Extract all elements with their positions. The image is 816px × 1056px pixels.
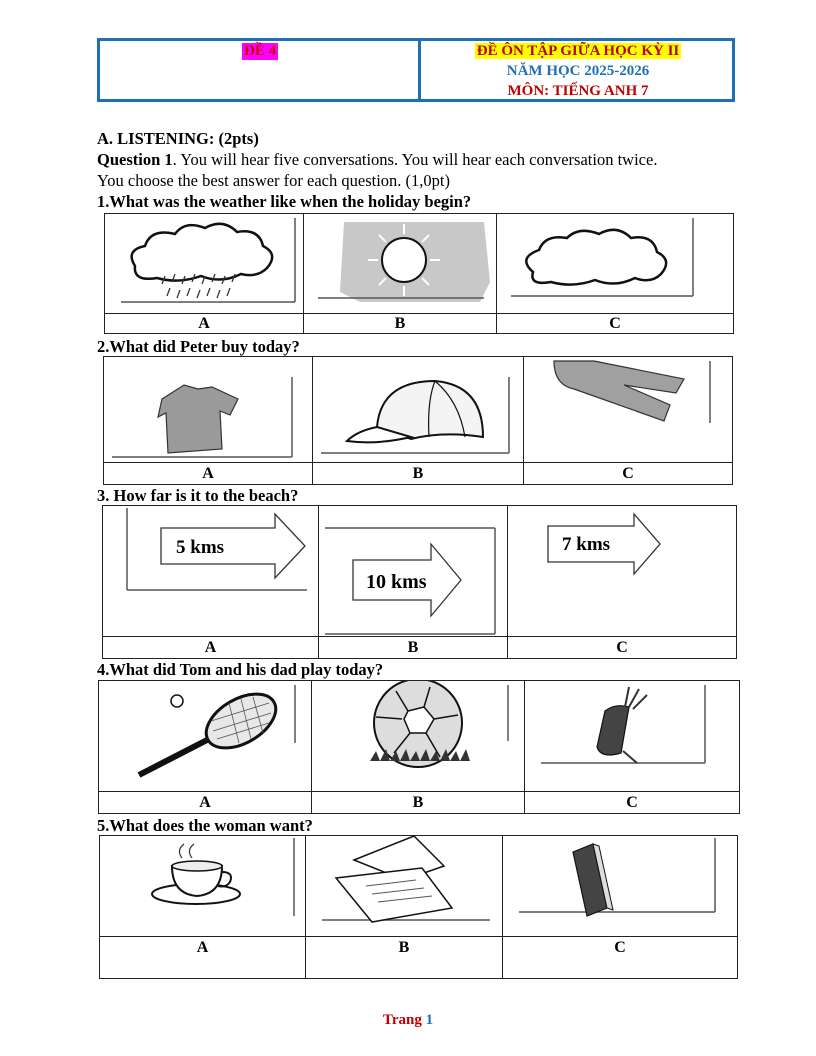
question1-label: Question 1 [97, 150, 173, 169]
school-year: NĂM HỌC 2025-2026 [506, 63, 650, 79]
option-c-label: C [524, 463, 733, 485]
option-a-label: A [104, 463, 313, 485]
sign-7kms-text: 7 kms [562, 534, 611, 555]
option-b-label: B [319, 637, 508, 659]
coffee-cup-icon [100, 836, 305, 936]
page-footer [0, 1012, 816, 1029]
cap-icon [313, 357, 523, 462]
trousers-icon [524, 357, 732, 462]
option-a-picture[interactable] [103, 506, 319, 637]
option-b-picture[interactable] [304, 214, 497, 314]
option-c-picture[interactable] [497, 214, 734, 314]
sign-5kms-text: 5 kms [176, 537, 225, 558]
option-b-picture[interactable] [312, 681, 525, 792]
question1-text-line2: You choose the best answer for each question. (1,0pt) [97, 171, 450, 190]
football-icon [312, 681, 524, 791]
option-c-picture[interactable] [524, 357, 733, 463]
option-c-label: C [497, 314, 734, 334]
question-4-text: 4.What did Tom and his dad play today? [97, 660, 384, 679]
footer-page-word: Trang [382, 1012, 422, 1028]
option-a-label: A [103, 637, 319, 659]
option-b-label: B [312, 792, 525, 814]
option-b-label: B [313, 463, 524, 485]
header-title-block [421, 41, 735, 101]
question1-instructions [97, 149, 747, 170]
option-a-picture[interactable] [105, 214, 304, 314]
question-5-text: 5.What does the woman want? [97, 816, 313, 835]
book-icon [503, 836, 737, 936]
option-a-picture[interactable] [99, 681, 312, 792]
rain-cloud-icon [105, 214, 303, 313]
option-b-label: B [304, 314, 497, 334]
question-3-text: 3. How far is it to the beach? [97, 486, 299, 505]
subject: MÔN: TIẾNG ANH 7 [507, 83, 649, 99]
option-a-picture[interactable] [104, 357, 313, 463]
option-a-label: A [99, 792, 312, 814]
option-a-label: A [105, 314, 304, 334]
question1-text-line1: . You will hear five conversations. You will hear each conversation twice. [172, 150, 658, 169]
option-a-label: A [100, 937, 306, 979]
option-a-picture[interactable] [100, 836, 306, 937]
option-b-picture[interactable] [313, 357, 524, 463]
question-2-text: 2.What did Peter buy today? [97, 337, 300, 356]
sign-5kms [103, 506, 318, 636]
sign-10kms-text: 10 kms [366, 571, 427, 593]
section-title: A. LISTENING: (2pts) [97, 129, 259, 148]
question-1-text: 1.What was the weather like when the holiday begin? [97, 192, 472, 211]
option-c-picture[interactable] [503, 836, 738, 937]
footer-page-number: 1 [425, 1012, 434, 1028]
option-b-picture[interactable] [319, 506, 508, 637]
option-c-label: C [525, 792, 740, 814]
option-c-picture[interactable] [525, 681, 740, 792]
header-box [97, 38, 735, 102]
sign-10kms [319, 506, 507, 636]
cloud-icon [497, 214, 733, 313]
question-4-table [98, 680, 740, 814]
option-b-picture[interactable] [306, 836, 503, 937]
option-c-label: C [508, 637, 737, 659]
golf-bag-icon [525, 681, 739, 791]
tennis-racket-icon [99, 681, 311, 791]
tshirt-icon [104, 357, 312, 462]
question-5-table [99, 835, 738, 979]
exam-number-label: ĐỀ 4 [244, 43, 277, 59]
ticket-icon [306, 836, 502, 936]
option-c-picture[interactable] [508, 506, 737, 637]
option-b-label: B [306, 937, 503, 979]
question-2-table [103, 356, 733, 485]
exam-title: ĐỀ ÔN TẬP GIỮA HỌC KỲ II [476, 43, 680, 59]
question-3-table [102, 505, 737, 659]
question-1-table [104, 213, 734, 334]
sign-7kms [508, 506, 736, 636]
sun-icon [304, 214, 496, 313]
option-c-label: C [503, 937, 738, 979]
